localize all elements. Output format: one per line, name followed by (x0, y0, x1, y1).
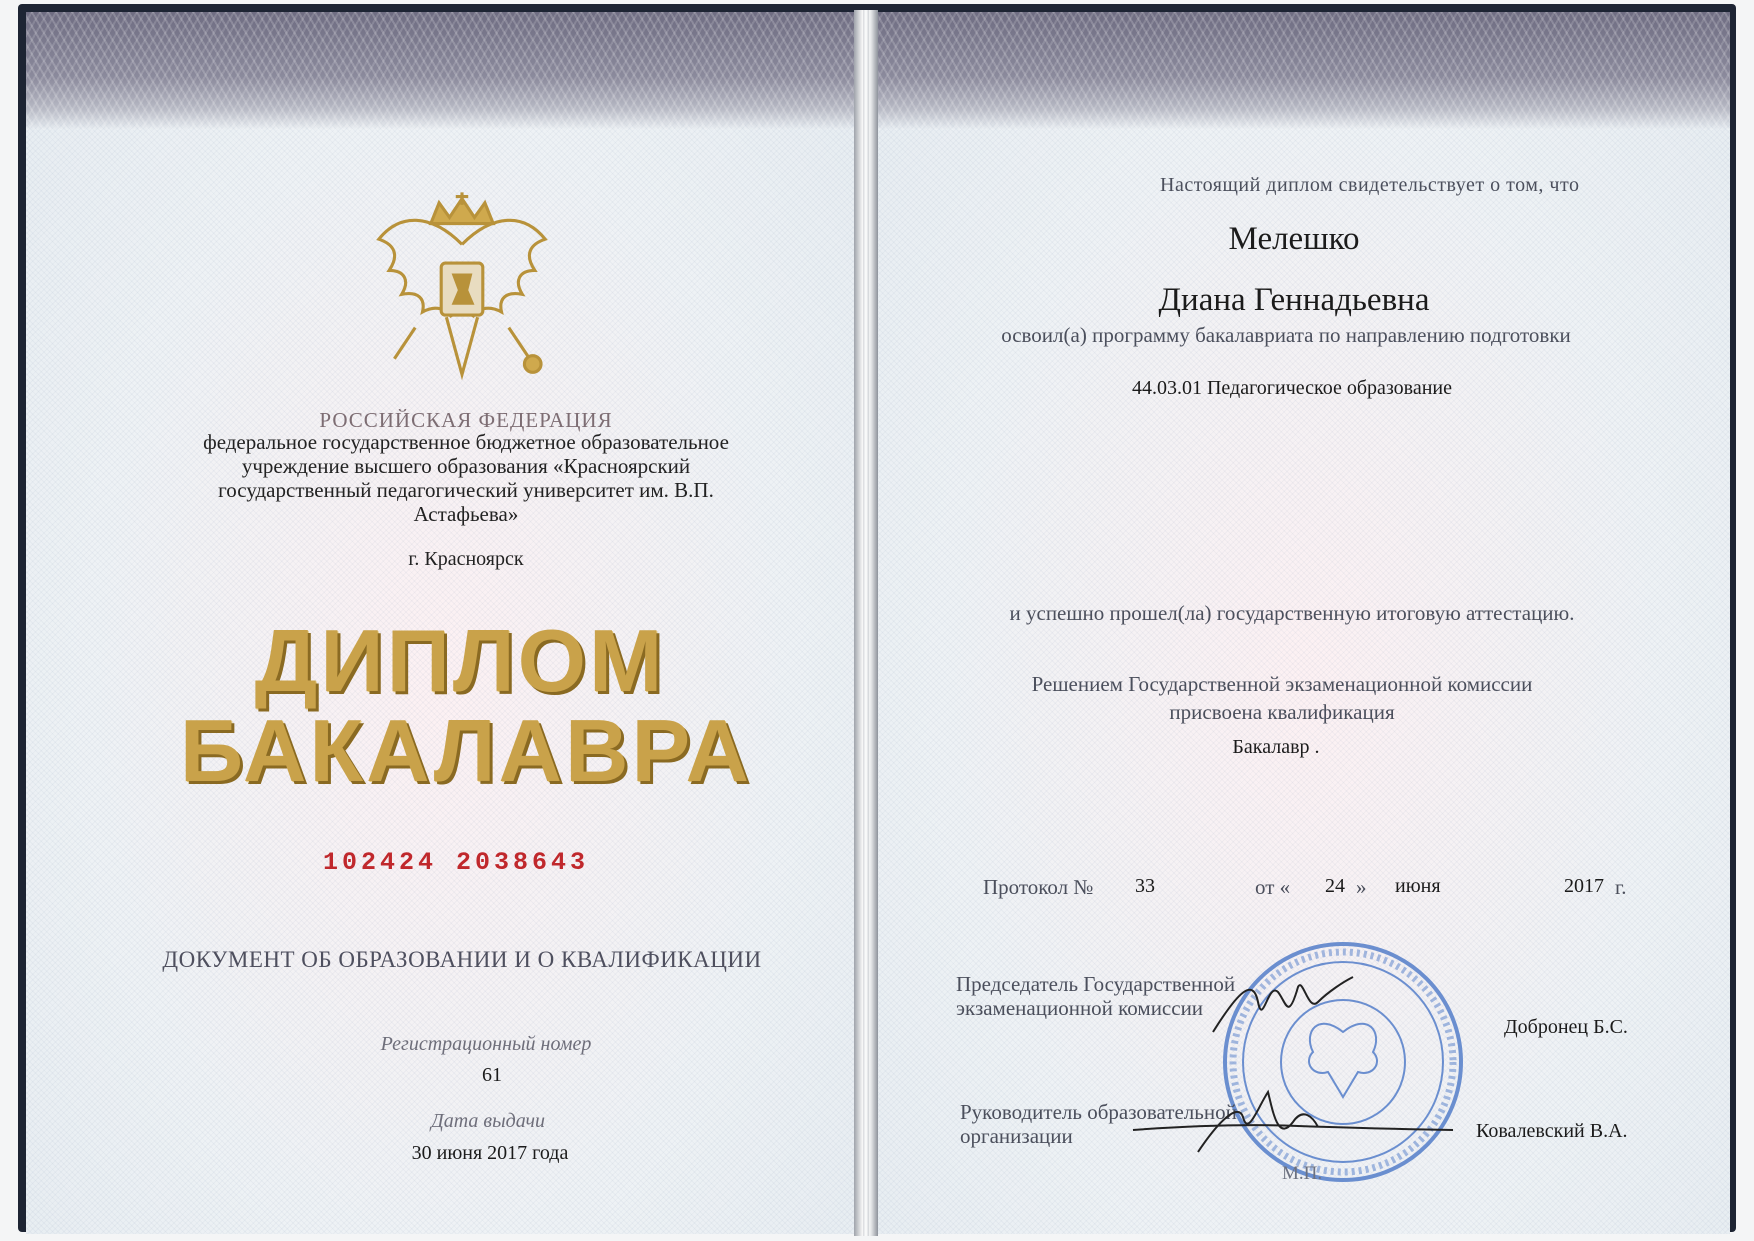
binding-cord (854, 10, 878, 1236)
institution-name: федеральное государственное бюджетное образовательное учреждение высшего образования «Красноярский государственный педагогический университет им. В.П. Астафьева» (203, 430, 729, 526)
protocol-number: 33 (1135, 875, 1155, 897)
qualification: Бакалавр . (1232, 736, 1320, 758)
attestation-text: и успешно прошел(ла) государственную итоговую аттестацию. (1009, 601, 1575, 625)
head-name: Ковалевский В.А. (1476, 1120, 1628, 1142)
certify-intro: Настоящий диплом свидетельствует о том, что (1160, 174, 1580, 196)
year-suffix: г. (1615, 875, 1627, 899)
coat-of-arms-icon (358, 180, 566, 392)
graduate-given-names: Диана Геннадьевна (1158, 282, 1430, 318)
document-type: ДОКУМЕНТ ОБ ОБРАЗОВАНИИ И О КВАЛИФИКАЦИИ (162, 947, 762, 972)
registration-number: 61 (482, 1064, 502, 1086)
protocol-day: 24 (1325, 875, 1345, 897)
guilloche-band (26, 12, 854, 130)
city: г. Красноярск (408, 548, 524, 570)
diploma-title-line1: ДИПЛОМ (254, 611, 666, 710)
graduate-surname: Мелешко (1228, 221, 1360, 257)
protocol-year: 2017 (1564, 875, 1604, 897)
program-mastered-text: освоил(а) программу бакалавриата по направлению подготовки (1001, 323, 1571, 347)
diploma-title-line2: БАКАЛАВРА (179, 701, 753, 800)
stamp-place-label: М.П. (1282, 1163, 1323, 1184)
quote-close: » (1356, 875, 1367, 899)
country-name: РОССИЙСКАЯ ФЕДЕРАЦИЯ (319, 408, 613, 432)
right-page (878, 12, 1730, 1234)
chair-name: Добронец Б.С. (1504, 1016, 1628, 1038)
chair-title: Председатель Государственной экзаменационной комиссии (956, 972, 1236, 1020)
protocol-label: Протокол № (983, 875, 1094, 899)
guilloche-band (878, 12, 1730, 130)
head-signature-icon (1128, 1082, 1458, 1162)
program-name: 44.03.01 Педагогическое образование (1131, 377, 1453, 399)
issue-date-label: Дата выдачи (430, 1110, 546, 1132)
head-title: Руководитель образовательной организации (960, 1100, 1237, 1148)
issue-date: 30 июня 2017 года (411, 1142, 569, 1164)
registration-label: Регистрационный номер (380, 1033, 592, 1055)
commission-decision-line2: присвоена квалификация (1169, 700, 1395, 724)
protocol-month: июня (1395, 875, 1441, 897)
serial-number: 102424 2038643 (322, 848, 590, 877)
left-page (26, 12, 854, 1234)
commission-decision-line1: Решением Государственной экзаменационной комиссии (1031, 672, 1533, 696)
date-from-label: от « (1255, 875, 1291, 899)
chair-signature-icon (1208, 972, 1358, 1042)
